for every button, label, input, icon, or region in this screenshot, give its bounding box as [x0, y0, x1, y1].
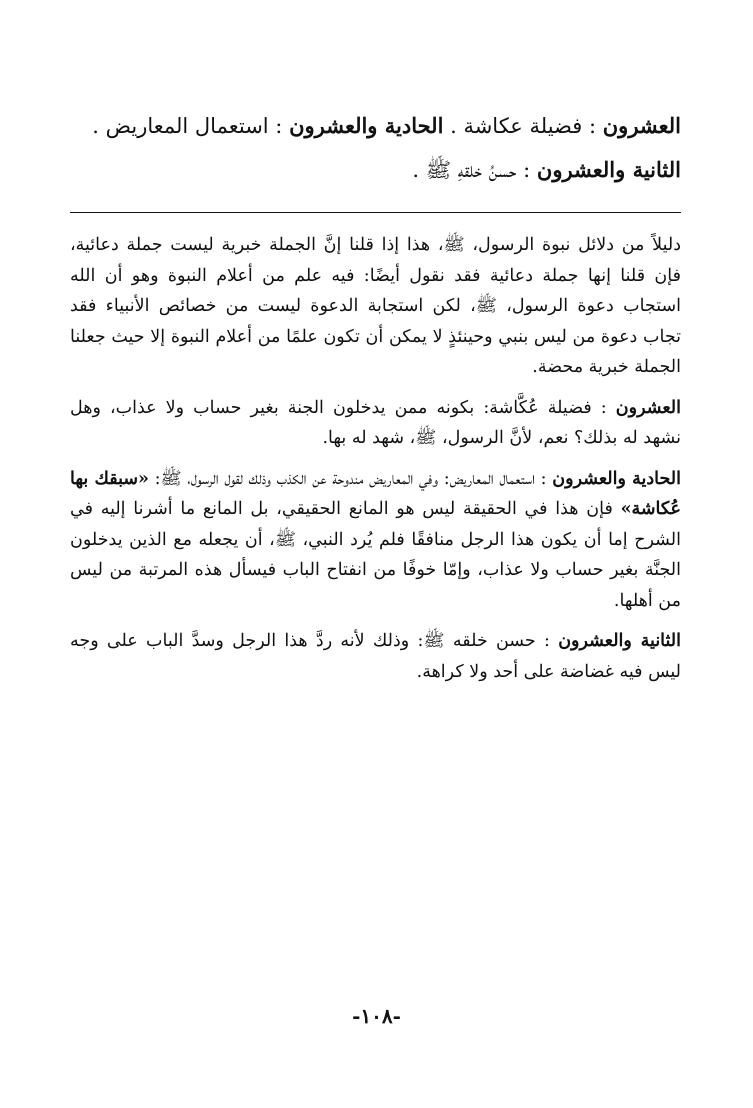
section-divider — [70, 212, 681, 213]
topic-22-heading: الثانية والعشرون — [536, 157, 681, 182]
topic-20-heading: العشرون — [602, 113, 681, 138]
paragraph-topic-21 — [70, 464, 681, 617]
chapter-topics-summary — [70, 104, 681, 192]
topic-22-title: : حسنُ خلقهِ ﷺ . — [412, 158, 531, 182]
topic-20-title: : فضيلة عكاشة . — [450, 114, 597, 138]
topic-21-heading: الحادية والعشرون — [289, 113, 444, 138]
commentary-text — [70, 230, 681, 687]
paragraph-topic-22-text: : حسن خلقه ﷺ: وذلك لأنه ردَّ هذا الرجل وسدَّ الباب على وجه ليس فيه غضاضة على أحد ولا كراهة. — [70, 631, 681, 682]
topics-line-1 — [70, 104, 681, 148]
paragraph-topic-21-text-a: : استعمال المعاريض: وفي المعاريض مندوحة عن الكذب وذلك لقول الرسول، ﷺ: — [154, 468, 547, 489]
page-number: -١٠٨- — [352, 1004, 401, 1028]
paragraph-topic-22-heading: الثانية والعشرون — [558, 631, 681, 651]
paragraph-topic-21-text-b: فإن هذا في الحقيقة ليس هو المانع الحقيقي، بل المانع ما أشرنا إليه في الشرح إما أن يكون هذا الرجل منافقًا فلم يُرد النبي، ﷺ، أن يجعله مع الذين يدخلون الجنَّة بغير حساب ولا عذاب، وإمّا خوفًا من انفتاح الباب فيسأل هذه المرتبة من ليس من أهلها. — [70, 499, 681, 611]
paragraph-topic-22 — [70, 626, 681, 687]
topic-21-title: : استعمال المعاريض . — [92, 114, 283, 138]
paragraph-topic-20-text: : فضيلة عُكَّاشة: بكونه ممن يدخلون الجنة بغير حساب ولا عذاب، وهل نشهد له بذلك؟ نعم، لأنَّ الرسول، ﷺ، شهد له بها. — [70, 397, 681, 448]
paragraph-topic-20 — [70, 393, 681, 454]
paragraph-topic-21-heading: الحادية والعشرون — [552, 468, 681, 489]
hadith-quote: «سبقك بها عُكاشة» — [70, 468, 681, 519]
topics-line-2 — [70, 148, 681, 192]
paragraph-topic-20-heading: العشرون — [615, 397, 681, 418]
paragraph-continuation: دليلاً من دلائل نبوة الرسول، ﷺ، هذا إذا قلنا إنَّ الجملة خبرية ليست جملة دعائية، فإن قلنا إنها جملة دعائية فقد نقول أيضًا: فيه علم من أعلام النبوة وهو أن الله استجاب دعوة الرسول، ﷺ، لكن استجابة الدعوة ليست من خصائص الأنبياء فقد تجاب دعوة من ليس بنبي وحينئذٍ لا يمكن أن تكون علمًا من أعلام النبوة إلا حيث جعلنا الجملة خبرية محضة. — [70, 235, 681, 377]
